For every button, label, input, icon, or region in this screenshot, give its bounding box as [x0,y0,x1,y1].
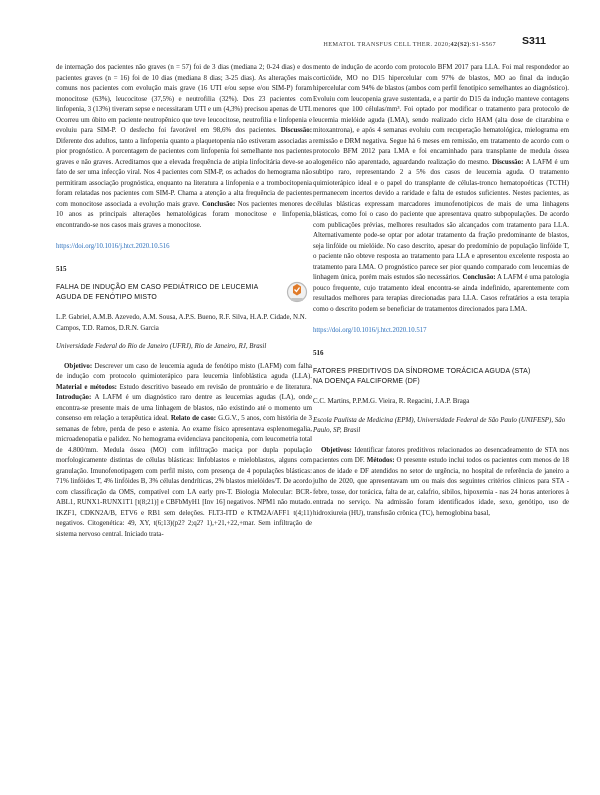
abstract-title: FALHA DE INDUÇÃO EM CASO PEDIÁTRICO DE LEUCEMIA AGUDA DE FENÓTIPO MISTO [56,284,258,301]
continuation-body: mento de indução de acordo com protocolo BFM 2017 para LLA. Foi mal respondedor ao corticóide, MO no D15 hipercelular com 97% de blastos, MO ao final da indução hipercelular com 94% de blastos (ambos com perfil fenotípico semelhantes ao diagnóstico). Evoluiu com leucopenia grave sustentada, e a partir do D15 da indução manteve contagens menores que 100 células/mm³. Foi optado por modificar o tratamento para protocolo de leucemia mielóide aguda (LMA), sendo realizado ciclo HAM (alta dose de citarabina e mitoxantrona), e após 4 semanas evoluiu com recuperação hematológica, mielograma em remissão e DRM negativa. Segue há 6 meses em remissão, em tratamento de acordo com o protocolo BFM 2012 para LMA e foi encaminhado para transplante de medula óssea alogenéico não aparentado, aguardando realização do mesmo. [313,63,569,166]
abstract-body [313,445,569,519]
affiliation: Universidade Federal do Rio de Janeiro (UFRJ), Rio de Janeiro, RJ, Brasil [56,342,267,350]
discussion-text: A LAFM é um subtipo raro, representando 2 a 5% dos casos de leucemia aguda. O tratamento quimioterápico ideal e o papel do transplante de células-tronco hematopoéticas (TCTH) permanecem incertos devido a raridade e falta de estudos suficientes. Nestes pacientes, as células blásticas expressam marcadores imunofenotípicos de mais de uma linhagens blásticas, como foi o caso do paciente que apresentava quatro subpopulações. De acordo com publicações prévias, melhores resultados são alcançados com tratamento para LLA. Alternativamente pode-se optar por adotar tratamento da fração predominante de blastos, seja linfóide ou mielóide. No caso descrito, apesar do predomínio de população linfóide T, o paciente não obteve resposta ao tratamento para LLA e apresentou excelente resposta ao tratamento para LMA. O prognóstico parece ser pior quando comparado com leucemias de linhagem única, porém mais estudos são necessários. [313,157,570,281]
abstract-number: 516 [313,348,324,357]
intro-label: Introdução: [56,393,92,401]
conclusion-text: A LAFM é uma patologia pouco frequente, cujo tratamento ideal encontra-se ainda indefinido, aparentemente com resultados melhores para terapias direcionadas para LLA. Casos refratários a esta terapia como o descrito podem se beneficiar de tratamentos direcionados para LMA. [313,273,570,313]
discussion-text: Diferente dos adultos, tanto a linfopenia quanto a plaquetopenia não estiveram associadas a pior prognóstico. A porcentagem de pacientes com linfopenia foi semelhante nos pacientes graves e não graves. Acreditamos que a elevada frequência de atipia linfocitária deve-se ao fato de ser uma infecção viral. Nos 4 pacientes com SIM-P, os achados do hemograma não permitiram associação prognóstica, enquanto na literatura a linfopenia e a trombocitopenia foram relatadas nos pacientes com SIM-P. Chama a atenção a alta frequência de pacientes com monocitose associada a evolução mais grave. [56,136,312,208]
objective-text: Identificar fatores preditivos relacionados ao desencadeamento de STA nos pacientes com DF. [313,445,569,464]
continuation-text [313,62,569,314]
case-label: Relato de caso: [170,414,217,422]
methods-label: Material e métodos: [56,382,117,391]
objective-label: Objetivos: [321,445,352,454]
abstract-title-row [56,283,312,303]
continuation-text [56,62,312,230]
conclusion-text: Nos pacientes menores de 10 anos as principais alterações hematológicas foram monocitose e linfopenia, encontrando-se nos casos mais graves a monocitose. [56,199,312,229]
journal-volume: 42(S2) [450,41,470,48]
left-column [56,62,312,539]
affiliation: Escola Paulista de Medicina (EPM), Universidade Federal de São Paulo (UNIFESP), São Paulo, SP, Brasil [313,415,566,434]
authors: L.P. Gabriel, A.M.B. Azevedo, A.M. Sousa, A.P.S. Bueno, R.F. Silva, H.A.P. Cidade, N.N. Campos, T.D. Ramos, D.R.N. Garcia [56,313,307,332]
abstract-number: 515 [56,264,67,273]
doi-link[interactable]: https://doi.org/10.1016/j.htct.2020.10.517 [313,327,427,334]
objective-text: Descrever um caso de leucemia aguda de fenótipo misto (LAFM) com falha de indução com protocolo quimioterápico para leucemia linfoblástica aguda (LLA). [56,361,312,380]
abstract-body [56,361,312,540]
methods-text: Estudo descritivo baseado em revisão de prontuário e de literatura. [117,382,312,391]
right-column [313,62,569,518]
methods-label: Métodos: [366,456,395,464]
case-text: G.G.V., 5 anos, com história de 3 semanas de febre, perda de peso e astenia. Ao exame físico apresentava esplenomegalia, microadenopatia e palidez. No hemograma evidenciava pancitopenia, com leucometria total de 4.800/mm. Medula óssea (MO) com infiltração maciça por dupla população morfologicamente distintas de células blásticas: linfoblastos e mieloblastos, alguns com granulação. Imunofenotipagem com perfil misto, com presença de 4 populações blásticas: 71% linfóides T, 4% linfóides B, 3% células dendríticas, 2% blastos mielóides/T. De acordo com classificação da OMS, compatível com LA early pre-T. Biologia Molecular: BCR-ABL1, RUNX1-RUNX1T1 [t(8;21)] e CBFbMyH1 [Inv 16] negativos. NPM1 não mutado. IKZF1, CDKN2A/B, ETV6 e RB1 sem deleções. FLT3-ITD e KTM2A/AFF1 t(4;11) negativos. Citogenética: 49, XY, t(6;13)(p2? 2;q2? 1),+21,+22,+mar. Sem infiltração de sistema nervoso central. Iniciado trata- [56,414,313,538]
methods-text: O presente estudo inclui todos os pacientes com menos de 18 anos de idade e DF atendidos no setor de urgência, no hospital de referência de janeiro a julho de 2020, que apresentavam um ou mais dos seguintes critérios clínicos para STA - febre, tosse, dor torácica, falta de ar, calafrio, sibilos, hipoxemia - nas 24 horas anteriores à entrada no serviço. Na admissão foram identificados idade, sexo, genótipo, uso de hidroxiureia (HU), transfusão crônica (TC), hemoglobina basal, [313,456,569,517]
conclusion-label: Conclusão: [462,273,496,281]
journal-citation [323,41,496,48]
intro-text: A LAFM é um diagnóstico raro dentre as leucemias agudas (LA), onde encontra-se presente mais de uma linhagem de blastos, não existindo até o momento um consenso em relação a terapêutica ideal. [56,393,312,422]
conclusion-label: Conclusão: [202,199,236,208]
running-header [56,22,546,46]
objective-label: Objetivo: [64,361,93,370]
page-number: S311 [522,35,546,47]
check-for-updates-icon[interactable] [286,281,308,305]
discussion-label: Discussão: [280,126,313,134]
continuation-body: de internação dos pacientes não graves (n = 57) foi de 3 dias (mediana 2; 0-24 dias) e dos pacientes graves (n = 16) foi de 10 dias (mediana 8 dias; 3-25 dias). As alterações mais comuns nos pacientes com evolução mais grave (16 UTI e/ou sepse e/ou SIM-P) foram monocitose (63%), leucocitose (37,5%) e neutrofilia (32%). Dos 23 pacientes com linfopenia, 3 (13%) tiveram sepse e necessitaram UTI e um (4,3%) precisou apenas de UTI. Ocorreu um óbito em paciente neutropênico que teve leucocitose, neutrofilia e linfopenia e evoluiu para SIM-P. O desfecho foi favorável em 98,6% dos pacientes. [56,63,312,134]
abstract-title-row [313,367,569,387]
authors: C.C. Martins, P.P.M.G. Vieira, R. Regacini, J.A.P. Braga [313,397,470,405]
journal-prefix: HEMATOL TRANSFUS CELL THER. [323,41,433,48]
abstract-title: FATORES PREDITIVOS DA SÍNDROME TORÁCICA AGUDA (STA) NA DOENÇA FALCIFORME (DF) [313,368,531,385]
journal-pages: :S1-S567 [469,41,496,48]
journal-year: 2020; [434,41,451,48]
doi-link[interactable]: https://doi.org/10.1016/j.htct.2020.10.516 [56,243,170,250]
discussion-label: Discussão: [492,157,524,166]
